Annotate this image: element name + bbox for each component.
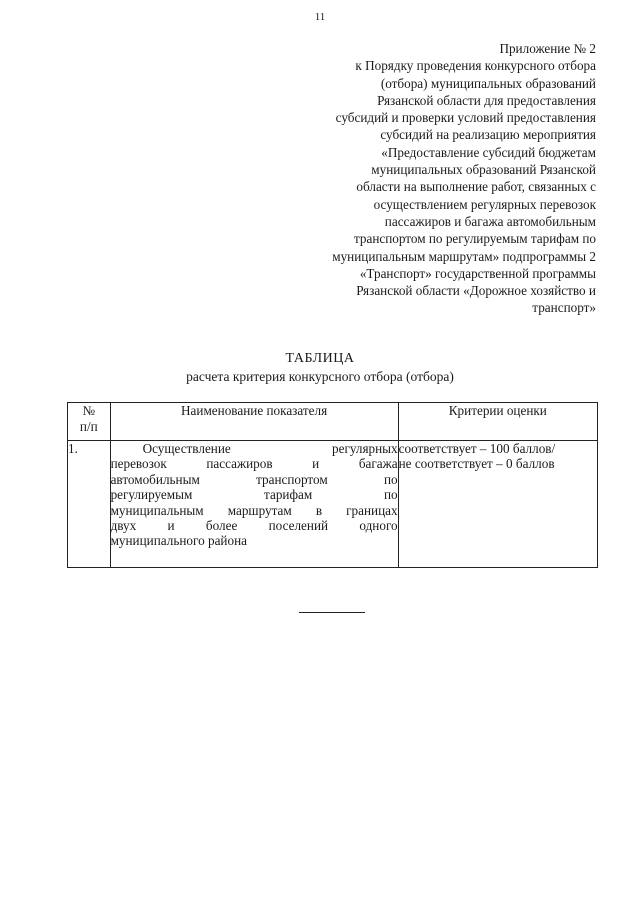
header-number xyxy=(68,403,111,441)
header-number-abbrev: п/п xyxy=(79,419,98,434)
appendix-line: Приложение № 2 xyxy=(499,41,596,56)
indicator-line: двух и более поселений одного xyxy=(110,518,398,534)
table-heading xyxy=(0,350,640,386)
appendix-line: Рязанской области «Дорожное хозяйство и xyxy=(356,283,596,299)
indicator-line: автомобильным транспортом по xyxy=(110,471,398,487)
criteria-table xyxy=(67,402,598,568)
header-evaluation-criteria: Критерии оценки xyxy=(398,403,597,441)
table-header-row xyxy=(68,403,598,441)
header-indicator-name: Наименование показателя xyxy=(110,403,398,441)
appendix-line: Рязанской области для предоставления xyxy=(377,92,596,108)
criteria-line: соответствует – 100 баллов/ xyxy=(398,441,556,456)
end-rule xyxy=(299,612,365,613)
appendix-line: муниципальным маршрутам» подпрограммы 2 xyxy=(332,248,596,264)
table-subtitle: расчета критерия конкурсного отбора (отбора) xyxy=(186,369,454,384)
indicator-line: муниципальным маршрутам в границах xyxy=(110,502,398,518)
indicator-line: Осуществление регулярных xyxy=(142,441,398,456)
page-number: 11 xyxy=(314,11,326,23)
appendix-line: к Порядку проведения конкурсного отбора xyxy=(355,58,596,74)
appendix-line: осуществлением регулярных перевозок xyxy=(373,196,596,212)
table-row xyxy=(68,441,598,568)
appendix-line: муниципальных образований Рязанской xyxy=(371,162,596,178)
indicator-line: муниципального района xyxy=(110,533,247,549)
appendix-line: области на выполнение работ, связанных с xyxy=(356,179,596,195)
indicator-line: регулируемым тарифам по xyxy=(110,487,398,503)
appendix-line: субсидий и проверки условий предоставления xyxy=(335,110,596,126)
header-number-symbol: № xyxy=(82,403,96,418)
criteria-line: не соответствует – 0 баллов xyxy=(398,456,555,472)
appendix-line: «Предоставление субсидий бюджетам xyxy=(381,144,596,160)
row-indicator-name xyxy=(110,441,398,568)
appendix-line: транспорт» xyxy=(532,300,596,316)
table-title: ТАБЛИЦА xyxy=(285,351,355,366)
appendix-line: субсидий на реализацию мероприятия xyxy=(380,127,596,143)
appendix-line: (отбора) муниципальных образований xyxy=(380,75,596,91)
appendix-block xyxy=(276,40,596,317)
row-evaluation-criteria xyxy=(398,441,597,568)
appendix-line: транспортом по регулируемым тарифам по xyxy=(353,231,596,247)
row-number: 1. xyxy=(68,441,111,568)
appendix-line: «Транспорт» государственной программы xyxy=(359,265,596,281)
indicator-line: перевозок пассажиров и багажа xyxy=(110,456,398,472)
appendix-line: пассажиров и багажа автомобильным xyxy=(384,213,596,229)
